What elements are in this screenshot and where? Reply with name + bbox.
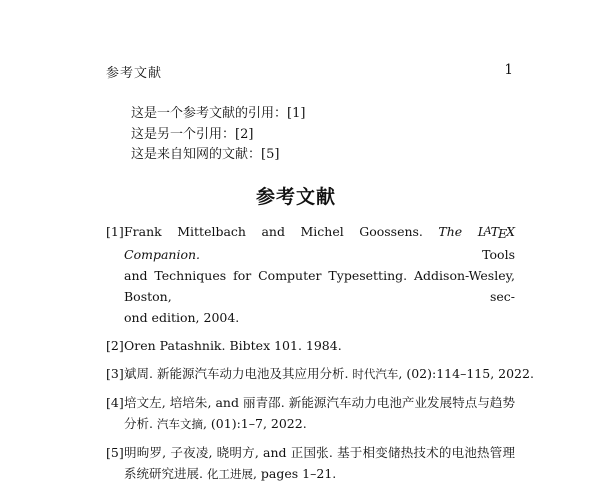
bibliography-list: [106, 221, 534, 492]
entry-number: [2]: [106, 338, 124, 353]
entry-line: Oren Patashnik. Bibtex 101. 1984.: [124, 338, 342, 353]
entry-line: 系统研究进展. 化工进展, pages 1–21.: [124, 466, 337, 481]
bibliography-entry: [106, 442, 515, 485]
body-text: [131, 104, 305, 166]
bibliography-entry: [106, 335, 515, 356]
entry-text: [124, 363, 534, 385]
body-line: 这是来自知网的文献：[5]: [131, 147, 280, 162]
entry-text: [124, 392, 515, 435]
entry-journal: 化工进展: [206, 467, 253, 481]
bibliography-entry: [106, 221, 515, 328]
entry-line: 明昫罗, 子夜凌, 晓明方, and 正国张. 基于相变储热技术的电池热管理: [124, 445, 515, 460]
entry-number: [3]: [106, 366, 124, 381]
bibliography-entry: [106, 392, 515, 435]
entry-text: [124, 442, 515, 485]
entry-line: Frank Mittelbach and Michel Goossens. The LATEX Companion. Tools: [124, 224, 515, 262]
entry-authors: Frank Mittelbach and Michel Goossens.: [124, 224, 423, 239]
running-head-title: 参考文献: [106, 66, 163, 81]
body-line: 这是另一个引用：[2]: [131, 126, 254, 142]
entry-line: and Techniques for Computer Typesetting. Addison-Wesley, Boston, sec-: [124, 268, 515, 304]
entry-text: [124, 335, 515, 356]
page-number: 1: [504, 62, 513, 78]
body-line: 这是一个参考文献的引用：[1]: [131, 106, 306, 121]
entry-text: [124, 221, 515, 328]
entry-book-title: The LATEX Companion.: [124, 224, 515, 262]
entry-journal: 汽车文摘: [156, 417, 203, 431]
entry-number: [5]: [106, 445, 124, 460]
latex-logo: LATEX: [477, 224, 515, 241]
entry-journal: 时代汽车: [352, 367, 399, 381]
entry-line: 分析. 汽车文摘, (01):1–7, 2022.: [124, 416, 307, 431]
bibliography-entry: [106, 363, 534, 385]
entry-line: 培文左, 培培朱, and 丽青邵. 新能源汽车动力电池产业发展特点与趋势: [124, 395, 515, 410]
entry-number: [4]: [106, 395, 124, 410]
entry-number: [1]: [106, 224, 124, 239]
entry-line: ond edition, 2004.: [124, 310, 240, 325]
entry-line: 斌周. 新能源汽车动力电池及其应用分析. 时代汽车, (02):114–115, 2022.: [124, 366, 534, 381]
bibliography-heading: 参考文献: [255, 186, 336, 208]
